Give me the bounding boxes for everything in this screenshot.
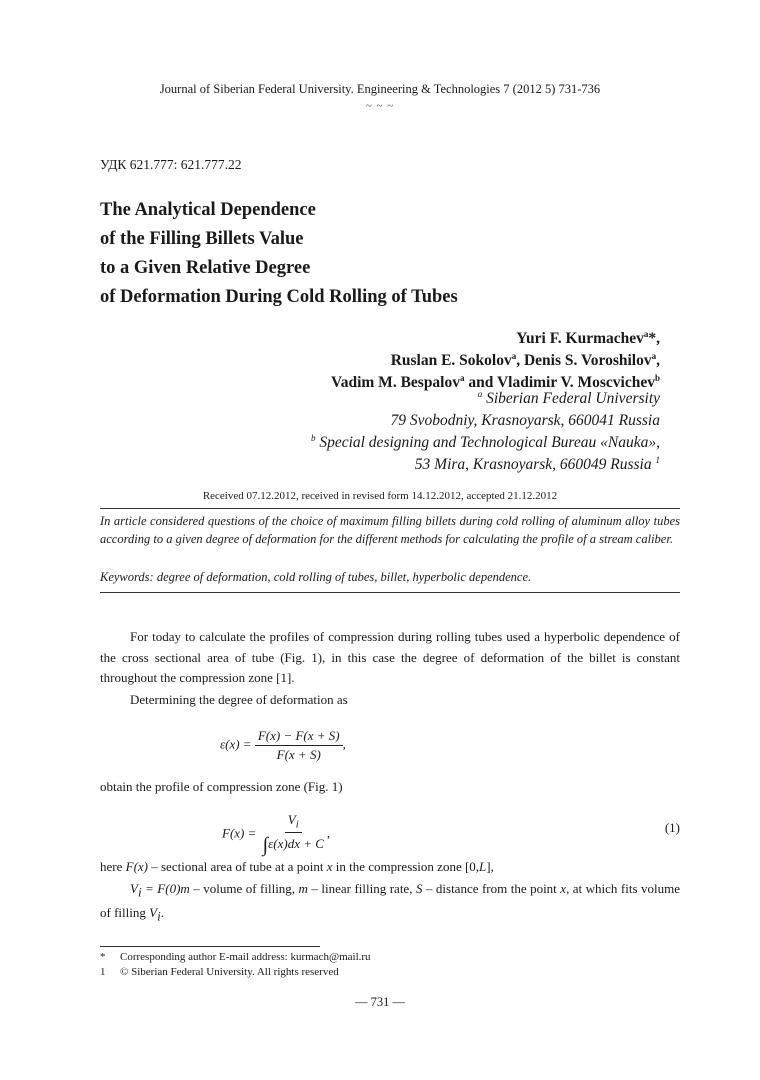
math-sub: i xyxy=(137,884,142,900)
text: – sectional area of tube at a point xyxy=(148,859,327,874)
affil-b-address xyxy=(100,454,660,476)
title-line-4: of Deformation During Cold Rolling of Tubes xyxy=(100,287,458,307)
affil-b-name xyxy=(100,432,660,454)
eq2-comma: , xyxy=(326,825,331,841)
affil-a-address: 79 Svobodniy, Krasnoyarsk, 660041 Russia xyxy=(390,412,660,429)
math-inline: F(x) xyxy=(125,859,148,874)
eq2-denominator xyxy=(260,833,327,857)
affil-a-name xyxy=(100,388,660,410)
math-inline: V xyxy=(130,881,138,896)
author-list xyxy=(100,328,660,394)
footnote-text: Corresponding author E-mail address: kurmach@mail.ru xyxy=(120,951,371,963)
math-inline: m xyxy=(298,881,308,896)
abstract-top-rule xyxy=(100,508,680,509)
author-sep: , xyxy=(656,352,660,369)
keywords: Keywords: degree of deformation, cold rolling of tubes, billet, hyperbolic dependence. xyxy=(100,570,532,584)
footnote-mark: 1 xyxy=(100,966,106,978)
affil-sup: b xyxy=(654,372,660,383)
math-inline: x xyxy=(326,859,333,874)
footnote-1 xyxy=(100,951,371,963)
body-paragraph-3: obtain the profile of compression zone (Fig. 1) xyxy=(100,779,343,794)
text: – volume of filling, xyxy=(189,881,299,896)
affil-text: Special designing and Technological Bureau «Nauka», xyxy=(315,434,660,451)
math-inline: = F(0)m xyxy=(141,881,190,896)
eq1-lhs: ε(x) = xyxy=(220,736,252,752)
abstract-bottom-rule xyxy=(100,592,680,593)
affil-sup: a xyxy=(477,388,483,399)
body-paragraph-4 xyxy=(100,857,680,878)
text: , at which fits volume of filling xyxy=(100,881,680,921)
title-line-2: of the Filling Billets Value xyxy=(100,229,304,249)
author-name: Vadim M. Bespalov xyxy=(330,374,460,391)
math-inline: L xyxy=(479,859,487,874)
header-ornament: ~ ~ ~ xyxy=(365,100,395,112)
equation-1 xyxy=(222,812,330,857)
text: in the compression zone [0, xyxy=(332,859,480,874)
eq2-numerator xyxy=(285,812,302,833)
eq2-fraction xyxy=(260,812,327,857)
eq1-comma: , xyxy=(342,736,346,752)
footnote-mark: * xyxy=(100,951,106,963)
affil-sup: a xyxy=(643,328,649,339)
text: ], xyxy=(486,859,494,874)
footnote-rule xyxy=(100,946,320,947)
footnote-ref: 1 xyxy=(655,454,660,465)
affiliations xyxy=(100,388,660,476)
equation-number: (1) xyxy=(664,820,680,835)
udk-code: УДК 621.777: 621.777.22 xyxy=(100,157,242,172)
affil-sup: a xyxy=(460,372,465,383)
eq2-v-sub: i xyxy=(295,818,299,831)
eq1-numerator: F(x) − F(x + S) xyxy=(255,728,343,746)
affil-text: 53 Mira, Krasnoyarsk, 660049 Russia xyxy=(414,456,652,473)
text: – linear filling rate, xyxy=(307,881,416,896)
text: . xyxy=(160,905,164,921)
article-title xyxy=(100,196,660,312)
author-name: and Vladimir V. Moscvichev xyxy=(464,374,655,391)
integral-sign: ∫ xyxy=(262,833,269,856)
body-paragraph-2: Determining the degree of deformation as xyxy=(130,692,348,707)
text: here xyxy=(100,859,126,874)
footnote-text: © Siberian Federal University. All rights reserved xyxy=(120,966,339,978)
math-inline: x xyxy=(560,881,567,896)
eq1-denominator: F(x + S) xyxy=(276,747,321,762)
affil-sup: a xyxy=(511,350,517,361)
abstract: In article considered questions of the choice of maximum filling billets during cold rolling of aluminum alloy tubes according to a given degree of deformation for the different methods for calculating the profile of a stream caliber. xyxy=(100,514,680,546)
eq2-den-text: ε(x)dx + C xyxy=(268,835,324,851)
author-name: Yuri F. Kurmachev xyxy=(516,330,644,347)
text: – distance from the point xyxy=(422,881,561,896)
author-name: Ruslan E. Sokolov xyxy=(390,352,512,369)
body-paragraph-1: For today to calculate the profiles of compression during rolling tubes used a hyperbolic dependence of the cross sectional area of tube (Fig. 1), in this case the degree of deformation of the billet is constant throughout the compression zone [1]. xyxy=(100,629,680,685)
eq2-v: V xyxy=(287,812,296,827)
affil-sup: a xyxy=(651,350,657,361)
page-number: — 731 — xyxy=(355,995,405,1009)
affil-sup: b xyxy=(310,432,316,443)
math-sub: i xyxy=(157,908,161,924)
eq2-lhs: F(x) = xyxy=(222,825,257,841)
author-name: , Denis S. Voroshilov xyxy=(516,352,652,369)
math-inline: S xyxy=(415,881,423,896)
eq1-fraction xyxy=(255,728,343,763)
math-inline: V xyxy=(149,905,158,921)
footnote-2 xyxy=(100,966,339,978)
received-dates: Received 07.12.2012, received in revised form 14.12.2012, accepted 21.12.2012 xyxy=(202,490,558,502)
body-paragraph-5 xyxy=(100,879,680,927)
author-line-1 xyxy=(100,328,660,350)
corresponding-star: *, xyxy=(648,330,660,347)
equation-degree-of-deformation xyxy=(220,728,346,763)
title-line-1: The Analytical Dependence xyxy=(100,200,316,220)
author-line-2 xyxy=(100,350,660,372)
affil-text: Siberian Federal University xyxy=(482,390,660,407)
journal-header: Journal of Siberian Federal University. Engineering & Technologies 7 (2012 5) 731-736 xyxy=(159,82,601,96)
title-line-3: to a Given Relative Degree xyxy=(100,258,311,278)
